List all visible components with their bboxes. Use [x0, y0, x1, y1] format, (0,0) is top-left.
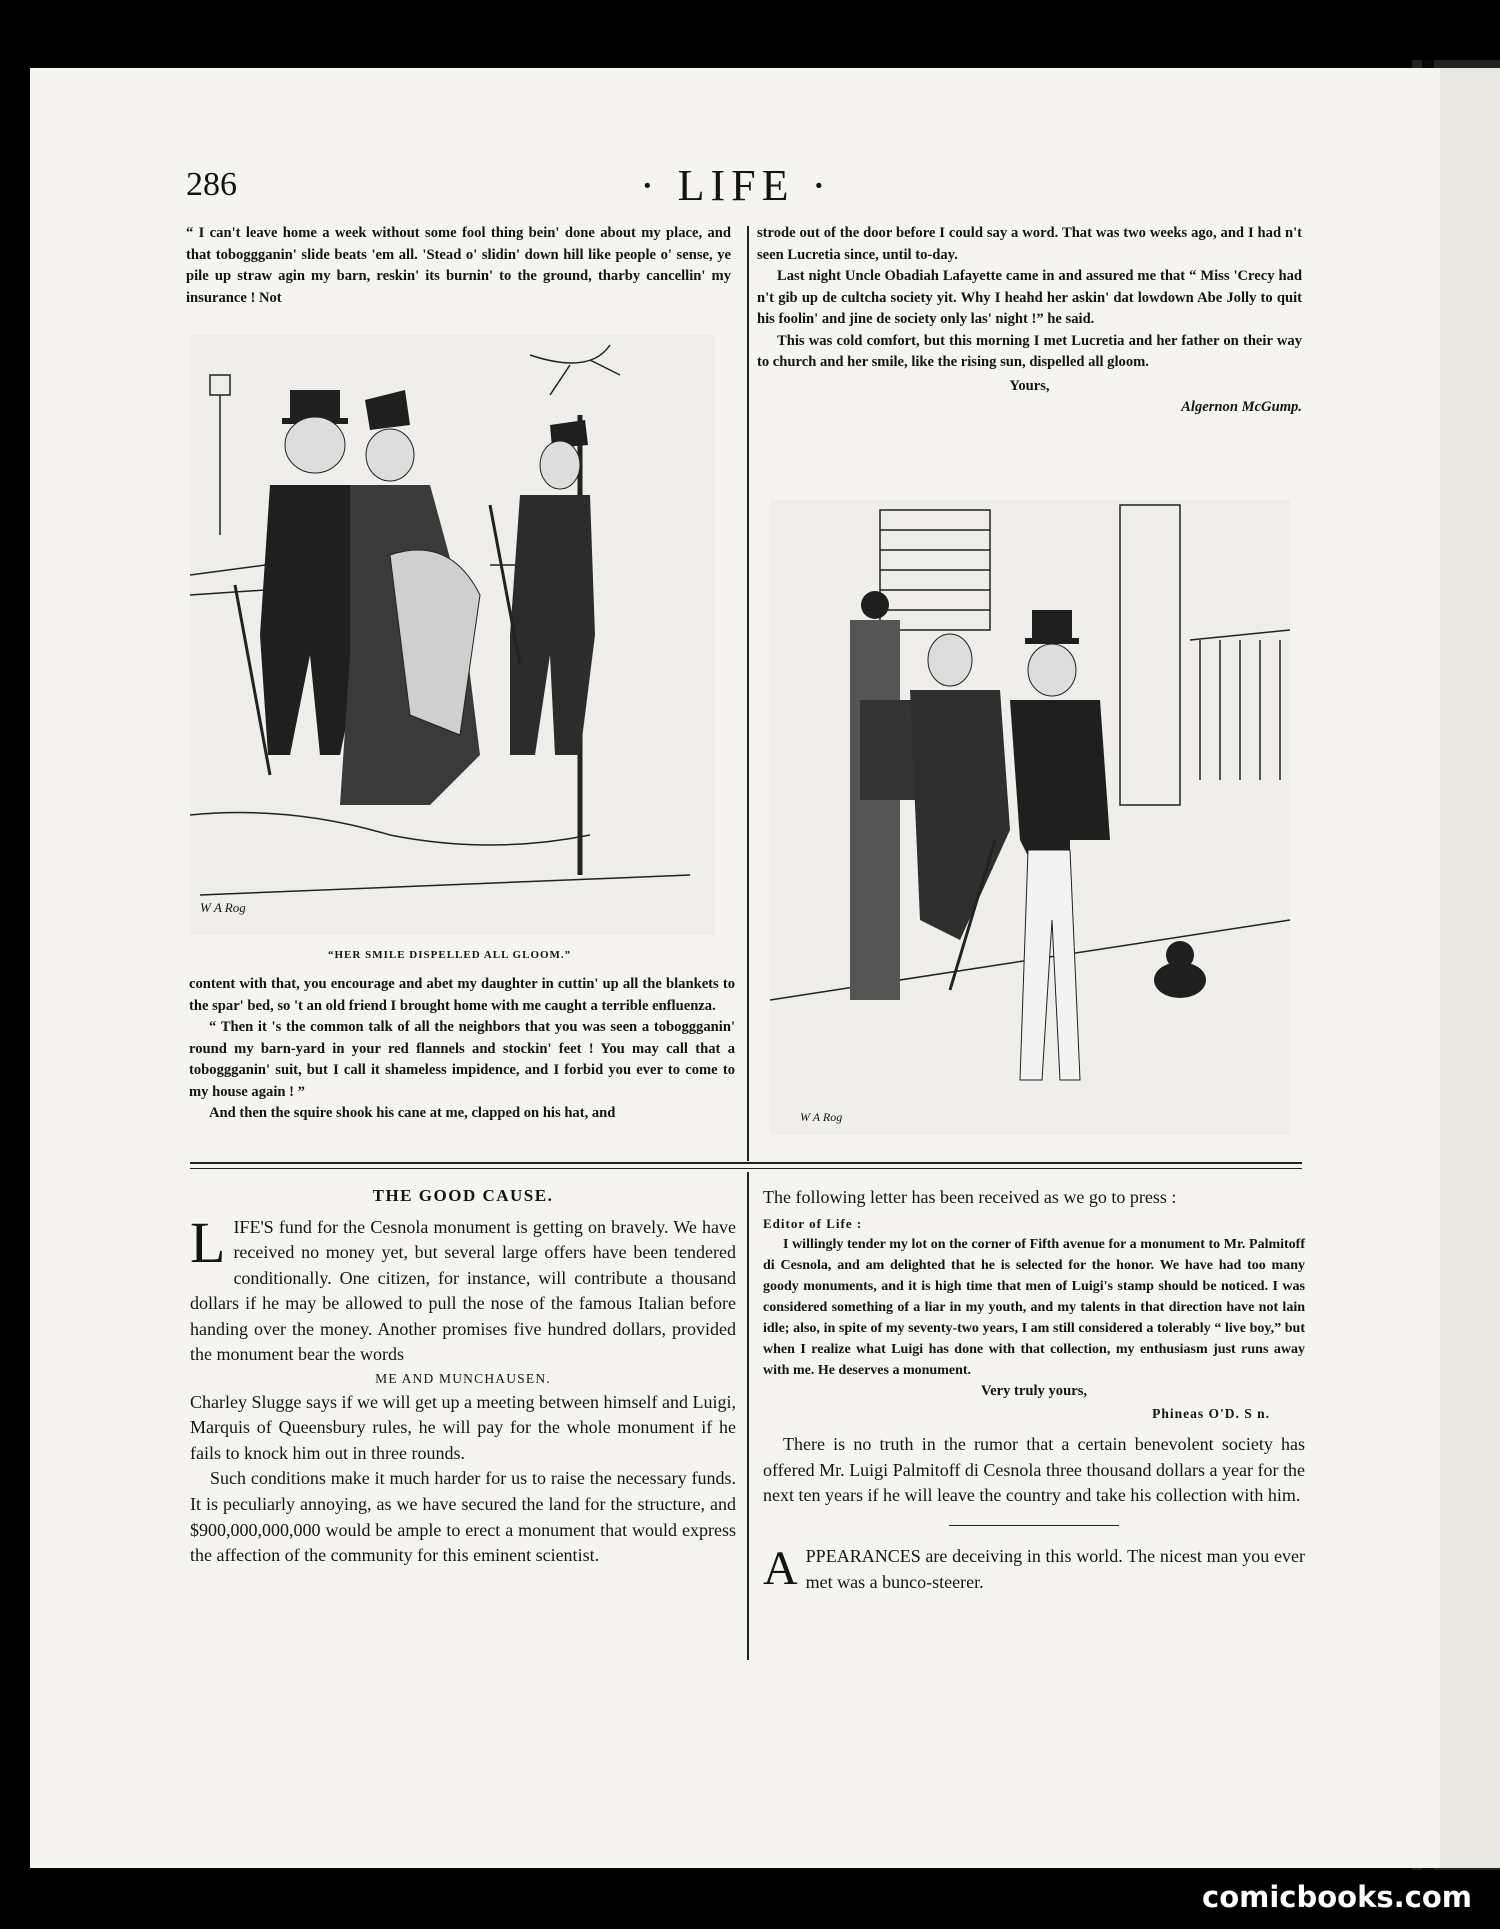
- left-column-bottom: [189, 974, 735, 1125]
- paragraph: “ I can't leave home a week without some fool thing bein' done about my place, and that toboggganin' slide beats 'em all. 'Stead o' slidin' down hill like people o' sense, ye pile up straw agin my barn, reskin' its burnin' to the ground, tharby cancellin' my insurance ! Not: [186, 225, 731, 306]
- paragraph: This was cold comfort, but this morning I met Lucretia and her father on their way to church and her smile, like the rising sun, dispelled all gloom.: [757, 332, 1302, 370]
- facing-page-edge: [1432, 68, 1500, 1868]
- page-number: 286: [186, 166, 237, 203]
- paragraph: content with that, you encourage and abet my daughter in cuttin' up all the blankets to the spar' bed, so 't an old friend I brought home with me caught a terrible enfluenza.: [189, 976, 735, 1014]
- artist-signature: W A Rog: [200, 900, 246, 915]
- artist-signature: W A Rog: [800, 1110, 843, 1124]
- right-column-top: [757, 223, 1302, 419]
- letter-intro: The following letter has been received as we go to press :: [763, 1187, 1177, 1207]
- paragraph-text: PPEARANCES are deceiving in this world. The nicest man you ever met was a bunco-steerer.: [805, 1546, 1305, 1592]
- paragraph: [190, 1209, 736, 1369]
- letter-closing: Very truly yours,: [980, 1383, 1088, 1400]
- engraving-icon: [770, 500, 1290, 1135]
- section-rule: [190, 1162, 1302, 1164]
- paragraph: strode out of the door before I could say a word. That was two weeks ago, and I had n't seen Lucretia since, until to-day.: [757, 225, 1302, 263]
- paragraph: Last night Uncle Obadiah Lafayette came in and assured me that “ Miss 'Crecy had n't gib up de cultcha society yit. Why I heahd her askin' dat lowdown Abe Jolly to quit his foolin' and jine de society only las' night !” he said.: [757, 268, 1302, 327]
- column-divider: [747, 226, 749, 1161]
- drop-cap: L: [190, 1209, 226, 1275]
- section-rule: [190, 1168, 1302, 1169]
- engraving-icon: [190, 335, 715, 935]
- paragraph: And then the squire shook his cane at me, clapped on his hat, and: [209, 1105, 616, 1121]
- left-column-top: [186, 223, 731, 309]
- paragraph: Charley Slugge says if we will get up a meeting between himself and Luigi, Marquis of Queensbury rules, he will pay for the whole monument if he fails to knock him out in three rounds.: [190, 1391, 736, 1463]
- short-rule: [949, 1525, 1119, 1527]
- appearances-paragraph: [763, 1544, 1305, 1595]
- masthead-title: · LIFE ·: [640, 161, 833, 210]
- paragraph: “ Then it 's the common talk of all the neighbors that you was seen a toboggganin' round my barn-yard in your red flannels and stockin' feet ! You may call that a toboggganin' suit, but I call it shameless impidence, and I forbid you ever to come to my house again ! ”: [189, 1019, 735, 1100]
- watermark: comicbooks.com: [1202, 1880, 1472, 1914]
- letter-salutation: Editor of Life :: [763, 1215, 863, 1231]
- drop-cap: A: [763, 1542, 798, 1596]
- illustration-street-scene: [770, 500, 1290, 1135]
- letter-signature: Phineas O'D. S n.: [1152, 1405, 1270, 1421]
- illustration-sledding-scene: [190, 335, 715, 935]
- good-cause-article: [190, 1185, 736, 1569]
- letter-closing: Yours,: [1009, 377, 1050, 394]
- article-heading: THE GOOD CAUSE.: [372, 1186, 554, 1205]
- letter-body: I willingly tender my lot on the corner of Fifth avenue for a monument to Mr. Palmitoff di Cesnola, and am delighted that he is selected for the honor. We have had too many goody monuments, and it is high time that men of Luigi's stamp should be noticed. I was considered something of a liar in my youth, and my talents in that direction have not lain idle; also, in spite of my seventy-two years, I am still considered a tolerably “ live boy,” but when I realize what Luigi has done with that collection, my enthusiasm just runs away with me. He deserves a monument.: [763, 1237, 1305, 1379]
- letter-signature: Algernon McGump.: [1181, 399, 1302, 415]
- letter-article: [763, 1185, 1305, 1596]
- column-divider: [747, 1172, 749, 1660]
- illustration-caption: “HER SMILE DISPELLED ALL GLOOM.”: [328, 949, 572, 961]
- paragraph: Such conditions make it much harder for us to raise the necessary funds. It is peculiarly annoying, as we have secured the land for the structure, and $900,000,000,000 would be ample to erect a monument that would express the affection of the community for this eminent scientist.: [190, 1468, 736, 1566]
- article-subheading: ME AND MUNCHAUSEN.: [375, 1371, 551, 1387]
- paragraph-text: IFE'S fund for the Cesnola monument is getting on bravely. We have received no money yet, but several large offers have been tendered conditionally. One citizen, for instance, will contribute a thousand dollars if he may be allowed to pull the nose of the famous Italian before handing over the money. Another promises five hundred dollars, provided the monument bear the words: [190, 1216, 736, 1365]
- rumor-paragraph: There is no truth in the rumor that a certain benevolent society has offered Mr. Luigi Palmitoff di Cesnola three thousand dollars a year for the next ten years if he will leave the country and take his collection with him.: [763, 1434, 1305, 1506]
